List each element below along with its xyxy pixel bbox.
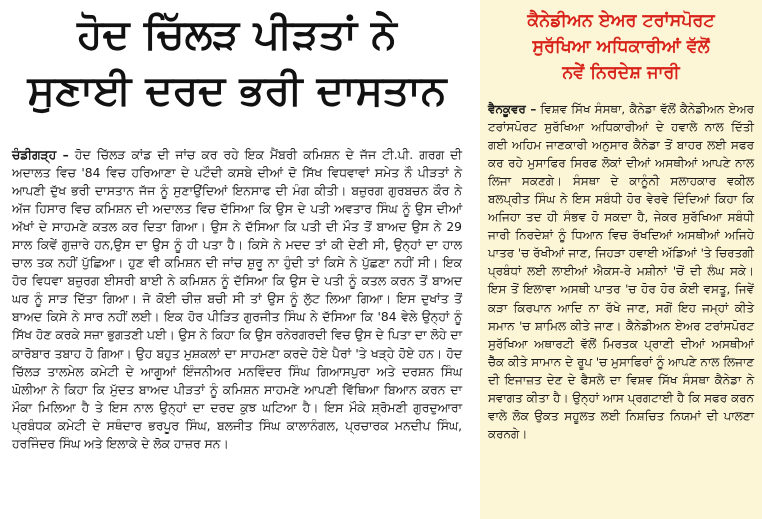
right-headline-line-3: ਨਵੇਂ ਨਿਰਦੇਸ਼ ਜਾਰੀ — [562, 63, 680, 83]
left-article-text: ਹੋਦ ਚਿੱਲੜ ਕਾਂਡ ਦੀ ਜਾਂਚ ਕਰ ਰਹੇ ਇਕ ਮੈਂਬਰੀ ਕਮਿਸ਼ਨ ਦੇ ਜੱਜ ਟੀ.ਪੀ. ਗਰਗ ਦੀ ਅਦਾਲਤ ਵਿਚ '84 ਵਿਚ ਹਰਿਆਣਾ ਦੇ ਪਟੌਦੀ ਕਸਬੇ ਦੀਆਂ ਦੋ ਸਿੱਖ ਵਿਧਵਾਵਾਂ ਸਮੇਤ ਨੌ ਪੀੜਤਾਂ ਨੇ ਆਪਣੀ ਦੁੱਖ ਭਰੀ ਦਾਸਤਾਨ ਜੱਜ ਨੂੰ ਸੁਣਾਉਂਦਿਆਂ ਇਨਸਾਫ ਦੀ ਮੰਗ ਕੀਤੀ। ਬਜ਼ੁਰਗ ਗੁਰਬਚਨ ਕੌਰ ਨੇ ਅੱਜ ਹਿਸਾਰ ਵਿਚ ਕਮਿਸ਼ਨ ਦੀ ਅਦਾਲਤ ਵਿਚ ਦੱਸਿਆ ਕਿ ਉਸ ਦੇ ਪਤੀ ਅਵਤਾਰ ਸਿੰਘ ਨੂੰ ਉਸ ਦੀਆਂ ਅੱਖਾਂ ਦੇ ਸਾਹਮਣੇ ਕਤਲ ਕਰ ਦਿਤਾ ਗਿਆ। ਉਸ ਨੇ ਦੱਸਿਆ ਕਿ ਪਤੀ ਦੀ ਮੌਤ ਤੋਂ ਬਾਅਦ ਉਸ ਨੇ 29 ਸਾਲ ਕਿਵੇਂ ਗੁਜ਼ਾਰੇ ਹਨ,ਉਸ ਦਾ ਉਸ ਨੂੰ ਹੀ ਪਤਾ ਹੈ। ਕਿਸੇ ਨੇ ਮਦਦ ਤਾਂ ਕੀ ਦੇਣੀ ਸੀ, ਉਨ੍ਹਾਂ ਦਾ ਹਾਲ ਚਾਲ ਤਕ ਨਹੀਂ ਪੁੱਛਿਆ। ਹੁਣ ਵੀ ਕਮਿਸ਼ਨ ਦੀ ਜਾਂਚ ਸ਼ੁਰੂ ਨਾ ਹੁੰਦੀ ਤਾਂ ਕਿਸੇ ਨੇ ਪੁੱਛਣਾ ਨਹੀਂ ਸੀ। ਇਕ ਹੋਰ ਵਿਧਵਾ ਬਜ਼ੁਰਗ ਈਸਰੀ ਬਾਈ ਨੇ ਕਮਿਸ਼ਨ ਨੂੰ ਦੱਸਿਆ ਕਿ ਉਸ ਦੇ ਪਤੀ ਨੂੰ ਕਤਲ ਕਰਨ ਤੋਂ ਬਾਅਦ ਘਰ ਨੂੰ ਸਾੜ ਦਿੱਤਾ ਗਿਆ। ਜੋ ਕੋਈ ਚੀਜ਼ ਬਚੀ ਸੀ ਤਾਂ ਉਸ ਨੂੰ ਲੁੱਟ ਲਿਆ ਗਿਆ। ਇਸ ਦੁਖਾਂਤ ਤੋਂ ਬਾਅਦ ਕਿਸੇ ਨੇ ਸਾਰ ਨਹੀਂ ਲਈ। ਇਕ ਹੋਰ ਪੀੜਿਤ ਗੁਰਜੀਤ ਸਿੰਘ ਨੇ ਦੱਸਿਆ ਕਿ '84 ਵੇਲੇ ਉਨ੍ਹਾਂ ਨੂੰ ਸਿੱਖ ਹੋਣ ਕਰਕੇ ਸਜ਼ਾ ਭੁਗਤਣੀ ਪਈ। ਉਸ ਨੇ ਕਿਹਾ ਕਿ ਉਸ ਰਨੇਰਗਰਦੀ ਵਿਚ ਉਸ ਦੇ ਪਿਤਾ ਦਾ ਲੋਹੇ ਦਾ ਕਾਰੋਬਾਰ ਤਬਾਹ ਹੋ ਗਿਆ। ਉਹ ਬਹੁਤ ਮੁਸ਼ਕਲਾਂ ਦਾ ਸਾਹਮਣਾ ਕਰਦੇ ਹੋਏ ਪੈਰਾਂ 'ਤੇ ਖੜ੍ਹੇ ਹੋਏ ਹਨ। ਹੋਦ ਚਿੱਲੜ ਤਾਲਮੇਲ ਕਮੇਟੀ ਦੇ ਆਗੂਆਂ ਇੰਜਨੀਅਰ ਮਨਵਿੰਦਰ ਸਿੰਘ ਗਿਆਸਪੁਰਾ ਅਤੇ ਦਰਸ਼ਨ ਸਿੰਘ ਘੋਲੀਆ ਨੇ ਕਿਹਾ ਕਿ ਮੁੱਦਤ ਬਾਅਦ ਪੀੜਤਾਂ ਨੂੰ ਕਮਿਸ਼ਨ ਸਾਹਮਣੇ ਆਪਣੀ ਵਿੱਥਿਆ ਬਿਆਨ ਕਰਨ ਦਾ ਮੌਕਾ ਮਿਲਿਆ ਹੈ ਤੇ ਇਸ ਨਾਲ ਉਨ੍ਹਾਂ ਦਾ ਦਰਦ ਕੁਝ ਘਟਿਆ ਹੈ। ਇਸ ਮੌਕੇ ਸ਼੍ਰੋਮਣੀ ਗੁਰਦੁਆਰਾ ਪ੍ਰਬੰਧਕ ਕਮੇਟੀ ਦੇ ਸਥੰਦਾਰ ਭਰਪੂਰ ਸਿੰਘ, ਬਲਜੀਤ ਸਿੰਘ ਕਾਲਾਨੰਗਲ, ਪ੍ਰਚਾਰਕ ਮਨਦੀਪ ਸਿੰਘ, ਹਰਜਿੰਦਰ ਸਿੰਘ ਅਤੇ ਇਲਾਕੇ ਦੇ ਲੋਕ ਹਾਜ਼ਰ ਸਨ। — [12, 148, 462, 451]
left-article-dateline: ਚੰਡੀਗੜ੍ਹ – — [12, 148, 69, 162]
right-article-text: ਵਿਸ਼ਵ ਸਿੱਖ ਸੰਸਥਾ, ਕੈਨੇਡਾ ਵੱਲੋਂ ਕੈਨੇਡੀਅਨ ਏਅਰ ਟਰਾਂਸਪੋਰਟ ਸੁਰੱਖਿਆ ਅਧਿਕਾਰੀਆਂ ਦੇ ਹਵਾਲੇ ਨਾਲ ਦਿੱਤੀ ਗਈ ਅਹਿਮ ਜਾਣਕਾਰੀ ਅਨੁਸਾਰ ਕੈਨੇਡਾ ਤੋਂ ਬਾਹਰ ਲਈ ਸਫਰ ਕਰ ਰਹੇ ਮੁਸਾਫਿਰ ਸਿਰਫ ਲੋਕਾਂ ਦੀਆਂ ਅਸਥੀਆਂ ਆਪਣੇ ਨਾਲ ਲਿਜਾ ਸਕਣਗੇ। ਸੰਸਥਾ ਦੇ ਕਾਨੂੰਨੀ ਸਲਾਹਕਾਰ ਵਕੀਲ ਬਲਪ੍ਰੀਤ ਸਿੰਘ ਨੇ ਇਸ ਸਬੰਧੀ ਹੋਰ ਵੇਰਵੇ ਦਿੰਦਿਆਂ ਕਿਹਾ ਕਿ ਅਜਿਹਾ ਤਦ ਹੀ ਸੰਭਵ ਹੋ ਸਕਦਾ ਹੈ, ਜੇਕਰ ਸੁਰੱਖਿਆ ਸਬੰਧੀ ਜਾਰੀ ਨਿਰਦੇਸ਼ਾਂ ਨੂੰ ਧਿਆਨ ਵਿਚ ਰੱਖਦਿਆਂ ਅਸਥੀਆਂ ਅਜਿਹੇ ਪਾਤਰ 'ਚ ਰੱਖੀਆਂ ਜਾਣ, ਜਿਹੜਾ ਹਵਾਈ ਅੱਡਿਆਂ 'ਤੇ ਚਿਰਤਗੀ ਪ੍ਰਬੰਧਾਂ ਲਈ ਲਾਈਆਂ ਐਕਸ-ਰੇ ਮਸ਼ੀਨਾਂ 'ਚੋਂ ਦੀ ਲੰਘ ਸਕੇ। ਇਸ ਤੋਂ ਇਲਾਵਾ ਅਸਥੀ ਪਾਤਰ 'ਚ ਹੋਰ ਹੋਰ ਕੋਈ ਵਸਤੂ, ਜਿਵੇਂ ਕੜਾ ਕਿਰਪਾਨ ਆਦਿ ਨਾ ਰੱਖੇ ਜਾਣ, ਸਗੋਂ ਇਹ ਜਮ੍ਹਾਂ ਕੀਤੇ ਸਮਾਨ 'ਚ ਸ਼ਾਮਿਲ ਕੀਤੇ ਜਾਣ। ਕੈਨੇਡੀਅਨ ਏਅਰ ਟਰਾਂਸਪੋਰਟ ਸੁਰੱਖਿਆ ਅਥਾਰਟੀ ਵੱਲੋਂ ਮਿਰਤਕ ਪ੍ਰਾਣੀ ਦੀਆਂ ਅਸਥੀਆਂ ਚੈੱਕ ਕੀਤੇ ਸਾਮਾਨ ਦੇ ਰੂਪ 'ਚ ਮੁਸਾਫਿਰਾਂ ਨੂੰ ਆਪਣੇ ਨਾਲ ਲਿਜਾਣ ਦੀ ਇਜਾਜ਼ਤ ਦੇਣ ਦੇ ਫੈਸਲੇ ਦਾ ਵਿਸ਼ਵ ਸਿੱਖ ਸੰਸਥਾ ਕੈਨੇਡਾ ਨੇ ਸਵਾਗਤ ਕੀਤਾ ਹੈ। ਉਨ੍ਹਾਂ ਆਸ ਪ੍ਰਗਟਾਈ ਹੈ ਕਿ ਸਫਰ ਕਰਨ ਵਾਲੇ ਲੋਕ ਉਕਤ ਸਹੂਲਤ ਲਈ ਨਿਸ਼ਚਿਤ ਨਿਯਮਾਂ ਦੀ ਪਾਲਣਾ ਕਰਨਗੇ। — [488, 102, 754, 441]
left-article-headline — [8, 6, 466, 118]
left-headline-line-2: ਸੁਣਾਈ ਦਰਦ ਭਰੀ ਦਾਸਤਾਨ — [27, 66, 447, 114]
right-article-body — [488, 100, 754, 443]
right-headline-line-1: ਕੈਨੇਡੀਅਨ ਏਅਰ ਟਰਾਂਸਪੋਰਟ — [527, 11, 715, 31]
left-headline-line-1: ਹੋਦ ਚਿੱਲੜ ਪੀੜਤਾਂ ਨੇ — [77, 10, 397, 58]
right-article-headline — [486, 8, 756, 86]
right-headline-line-2: ਸੁਰੱਖਿਆ ਅਧਿਕਾਰੀਆਂ ਵੱਲੋਂ — [532, 37, 710, 57]
right-article — [480, 0, 762, 519]
left-article-body — [12, 146, 462, 453]
right-article-dateline: ਵੈਨਕੂਵਰ – — [488, 102, 537, 116]
